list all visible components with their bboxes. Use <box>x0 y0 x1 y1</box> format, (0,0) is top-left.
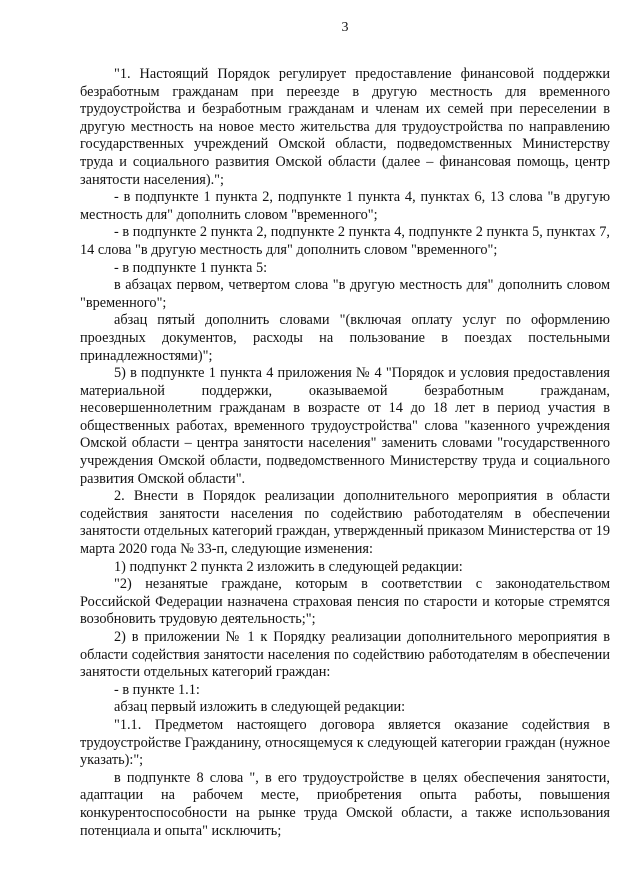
paragraph: абзац первый изложить в следующей редакции: <box>114 699 406 716</box>
paragraph: "1. Настоящий Порядок регулирует предоставление финансовой поддержки безработным гражданам при переезде в другую местность для временного трудоустройства и безработным гражданам и членам их семей при переселении в другую местность на новое место жительства для трудоустройства по направлению государственных учреждений Омской области, подведомственных Министерству труда и социального развития Омской области (далее – финансовая помощь, центр занятости населения)."; <box>80 66 610 188</box>
paragraph: 2) в приложении № 1 к Порядку реализации дополнительного мероприятия в области содействия занятости населения по содействию работодателям в обеспечении занятости отдельных категорий граждан: <box>80 629 610 681</box>
page-number: 3 <box>341 20 349 35</box>
paragraph: в подпункте 8 слова ", в его трудоустройстве в целях обеспечения занятости, адаптации на рабочем месте, приобретения опыта работы, повышения конкурентоспособности на рынке труда Омской области, а также использования потенциала и опыта" исключить; <box>80 769 610 839</box>
paragraph: - в пункте 1.1: <box>114 681 200 698</box>
paragraph: 1) подпункт 2 пункта 2 изложить в следующей редакции: <box>114 558 463 575</box>
paragraph: - в подпункте 2 пункта 2, подпункте 2 пункта 4, подпункте 2 пункта 5, пунктах 7, 14 слова "в другую местность для" дополнить словом "временного"; <box>80 224 610 258</box>
paragraph: в абзацах первом, четвертом слова "в другую местность для" дополнить словом "временного"; <box>80 277 610 311</box>
paragraph: - в подпункте 1 пункта 2, подпункте 1 пункта 4, пунктах 6, 13 слова "в другую местность для" дополнить словом "временного"; <box>80 189 610 223</box>
paragraph: "1.1. Предметом настоящего договора является оказание содействия в трудоустройстве Гражданину, относящемуся к следующей категории граждан (нужное указать):"; <box>80 716 610 769</box>
paragraph: "2) незанятые граждане, которым в соответствии с законодательством Российской Федерации назначена страховая пенсия по старости и которые стремятся возобновить трудовую деятельность;"; <box>80 576 610 628</box>
document-body <box>80 66 610 840</box>
paragraph: абзац пятый дополнить словами "(включая оплату услуг по оформлению проездных документов, расходы на пользование в поездах постельными принадлежностями)"; <box>80 312 610 364</box>
paragraph: - в подпункте 1 пункта 5: <box>114 259 268 276</box>
paragraph: 2. Внести в Порядок реализации дополнительного мероприятия в области содействия занятости населения по содействию работодателям в обеспечении занятости отдельных категорий граждан, утвержденный приказом Министерства от 19 марта 2020 года № 33-п, следующие изменения: <box>80 488 610 558</box>
paragraph: 5) в подпункте 1 пункта 4 приложения № 4 "Порядок и условия предоставления материальной поддержки, оказываемой безработным гражданам, несовершеннолетним гражданам в возрасте от 14 до 18 лет в период участия в общественных работах, временного трудоустройства" слова "казенного учреждения Омской области – центра занятости населения" заменить словами "государственного учреждения Омской области, подведомственного Министерству труда и социального развития Омской области". <box>80 365 610 487</box>
